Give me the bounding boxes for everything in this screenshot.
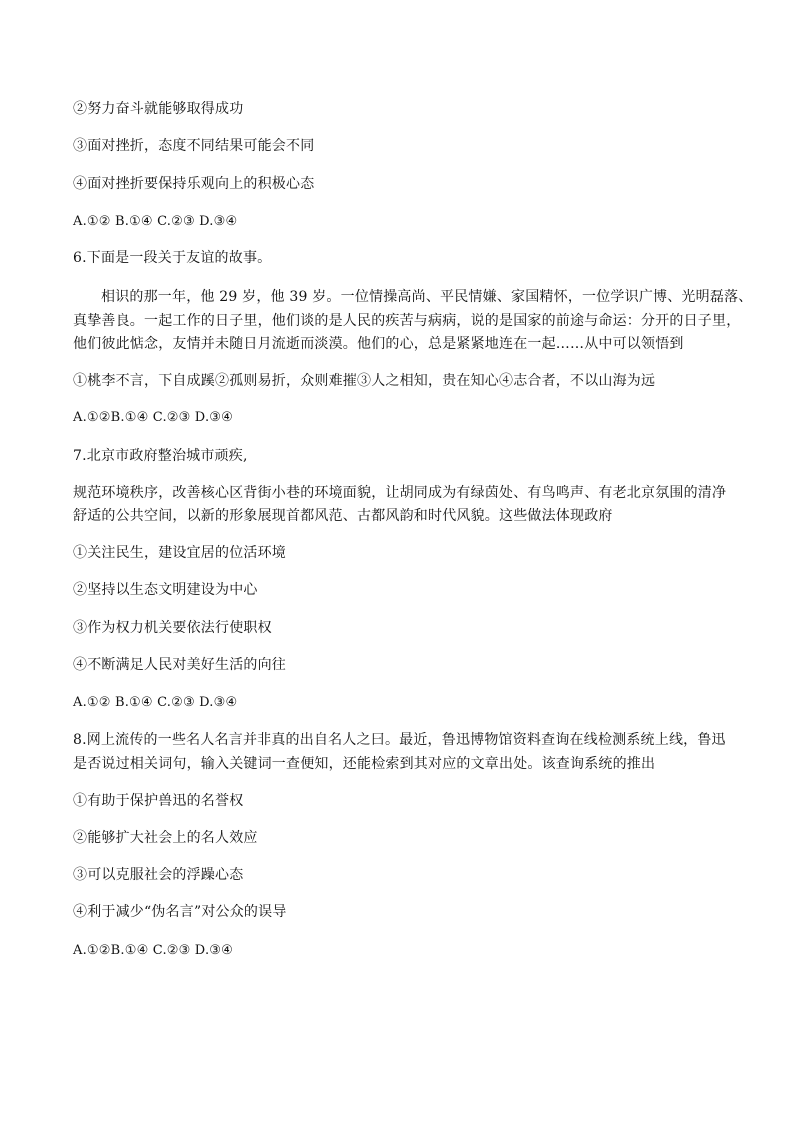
q7-option-2: ②坚持以生态文明建设为中心	[73, 582, 258, 598]
question-6-title: 6.下面是一段关于友谊的故事。	[73, 250, 272, 266]
q8-option-3: ③可以克服社会的浮躁心态	[73, 867, 244, 883]
question-6-options: ①桃李不言，下自成蹊②孤则易折，众则难摧③人之相知，贵在知心④志合者，不以山海为远	[73, 373, 656, 389]
option-line-3: ③面对挫折，态度不同结果可能会不同	[73, 138, 315, 154]
q8-option-1: ①有助于保护兽迅的名誉权	[73, 793, 244, 809]
option-line-2: ②努力奋斗就能够取得成功	[73, 101, 244, 117]
q7-option-1: ①关注民生，建设宜居的位活环境	[73, 545, 286, 561]
answer-choices-q8: A.①②B.①④ C.②③ D.③④	[73, 943, 234, 958]
question-7-title: 7.北京市政府整治城市顽疾,	[73, 448, 248, 464]
option-line-4: ④面对挫折要保持乐观向上的积极心态	[73, 176, 315, 192]
question-8-text-2: 是否说过相关词句，输入关键词一查便知，还能检索到其对应的文章出处。该查询系统的推出	[73, 756, 656, 772]
q8-option-2: ②能够扩大社会上的名人效应	[73, 830, 258, 846]
answer-choices-q5: A.①② B.①④ C.②③ D.③④	[73, 214, 238, 229]
passage-line-2: 真挚善良。一起工作的日子里，他们谈的是人民的疾苦与病病，说的是国家的前途与命运：分开的日子里，	[73, 313, 741, 329]
q7-option-4: ④不断满足人民对美好生活的向往	[73, 657, 286, 673]
question-8-text-1: 8.网上流传的一些名人名言并非真的出自名人之曰。最近，鲁迅博物馆资料查询在线检测系统上线，鲁迅	[73, 732, 726, 748]
question-7-text-2: 舒适的公共空间，以新的形象展现首都风范、古都风韵和时代风貌。这些做法体现政府	[73, 508, 613, 524]
answer-choices-q6: A.①②B.①④ C.②③ D.③④	[73, 410, 234, 425]
q8-option-4: ④利于减少“伪名言”对公众的误导	[73, 904, 287, 920]
answer-choices-q7: A.①② B.①④ C.②③ D.③④	[73, 695, 238, 710]
passage-line-3: 他们彼此惦念，友情并未随日月流逝而淡漠。他们的心，总是紧紧地连在一起……从中可以领悟到	[73, 336, 684, 352]
q7-option-3: ③作为权力机关要依法行使职权	[73, 620, 272, 636]
passage-line-1: 相识的那一年，他 29 岁，他 39 岁。一位情操高尚、平民情嫌、家国精怀，一位学识广博、光明磊落、	[101, 289, 753, 305]
question-7-text-1: 规范环境秩序，改善核心区背街小巷的环境面貌，让胡同成为有绿茵处、有鸟鸣声、有老北京氛围的清净	[73, 485, 727, 501]
